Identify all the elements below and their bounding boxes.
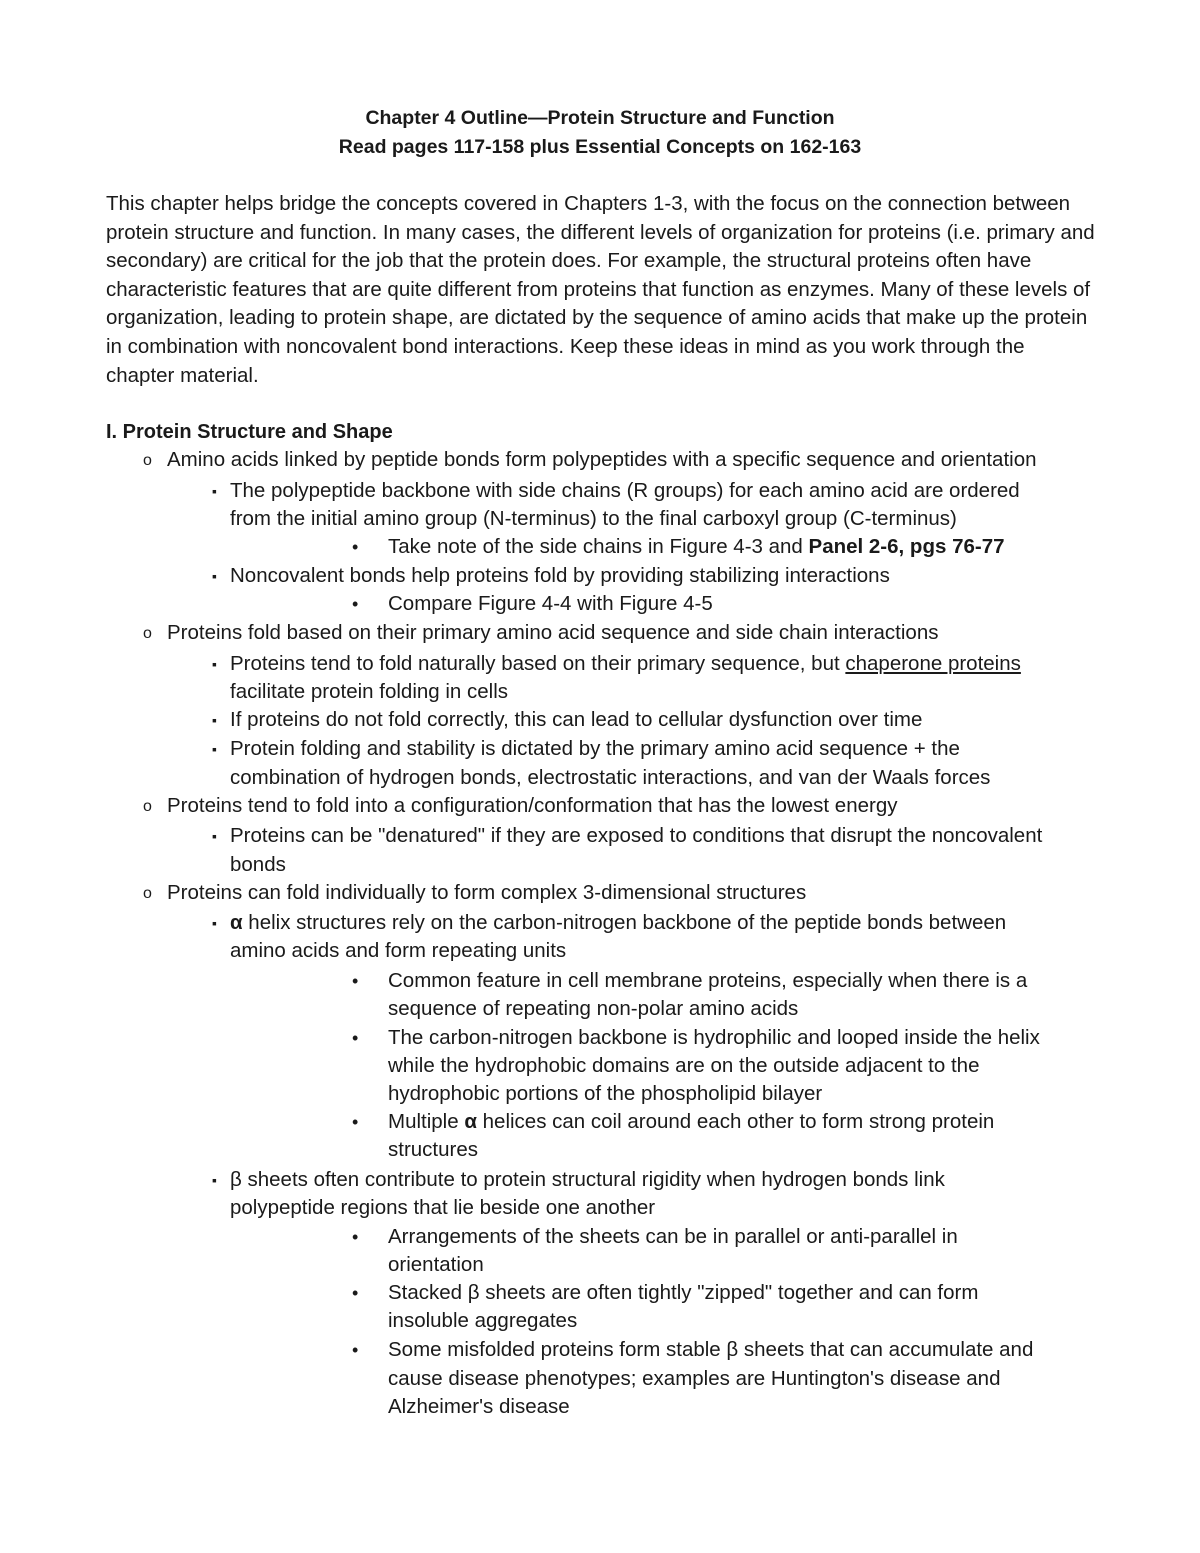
alpha-symbol: α — [464, 1110, 477, 1133]
bullet-marker-level3: • — [352, 594, 359, 614]
bullet-marker-level2: ▪ — [212, 915, 217, 931]
bullet-marker-level2: ▪ — [212, 656, 217, 672]
chapter-title: Chapter 4 Outline—Protein Structure and Function — [365, 107, 835, 129]
bullet-marker-level2: ▪ — [212, 483, 217, 499]
outline-item-level2 — [230, 909, 1006, 938]
outline-item-level1: Proteins tend to fold into a configuration/conformation that has the lowest energy — [167, 794, 898, 817]
intro-paragraph — [106, 190, 1096, 390]
bullet-marker-level3: • — [352, 1283, 359, 1303]
outline-item-level3-cont: Alzheimer's disease — [388, 1395, 570, 1418]
outline-item-level2-cont: combination of hydrogen bonds, electrostatic interactions, and van der Waals forces — [230, 766, 991, 789]
bullet-marker-level2: ▪ — [212, 568, 217, 584]
bullet-marker-level2: ▪ — [212, 741, 217, 757]
outline-item-level1: Proteins can fold individually to form complex 3-dimensional structures — [167, 881, 807, 904]
outline-item-level1: Proteins fold based on their primary amino acid sequence and side chain interactions — [167, 621, 939, 644]
item-text: helix structures rely on the carbon-nitrogen backbone of the peptide bonds between — [242, 911, 1007, 934]
item-text: Take note of the side chains in Figure 4-3 and — [388, 535, 809, 558]
item-underlined-term: chaperone proteins — [845, 652, 1021, 675]
outline-item-level2: If proteins do not fold correctly, this can lead to cellular dysfunction over time — [230, 708, 923, 731]
reading-assignment: Read pages 117-158 plus Essential Concepts on 162-163 — [338, 136, 862, 158]
bullet-marker-level1: o — [143, 452, 152, 469]
outline-item-level3: Some misfolded proteins form stable β sheets that can accumulate and — [388, 1338, 1034, 1361]
outline-item-level3: Common feature in cell membrane proteins, especially when there is a — [388, 969, 1028, 992]
intro-text: This chapter helps bridge the concepts covered in Chapters 1-3, with the focus on the connection between protein structure and function. In many cases, the different levels of organization for proteins (i.e. primary and secondary) are critical for the job that the protein does. For example, the structural proteins often have characteristic features that are quite different from proteins that function as enzymes. Many of these levels of organization, leading to protein shape, are dictated by the sequence of amino acids that make up the protein in combination with noncovalent bond interactions. Keep these ideas in mind as you work through the chapter material. — [106, 192, 1095, 387]
outline-item-level3 — [388, 1108, 994, 1137]
outline-item-level2: β sheets often contribute to protein structural rigidity when hydrogen bonds link — [230, 1168, 945, 1191]
bullet-marker-level3: • — [352, 1028, 359, 1048]
outline-item-level3: Stacked β sheets are often tightly "zipped" together and can form — [388, 1281, 979, 1304]
outline-item-level2-cont: amino acids and form repeating units — [230, 939, 567, 962]
bullet-marker-level3: • — [352, 1227, 359, 1247]
outline-item-level2-cont: facilitate protein folding in cells — [230, 680, 509, 703]
item-text: helices can coil around each other to form strong protein — [476, 1110, 995, 1133]
outline-item-level2: The polypeptide backbone with side chains (R groups) for each amino acid are ordered — [230, 479, 1020, 502]
outline-item-level1: Amino acids linked by peptide bonds form polypeptides with a specific sequence and orientation — [167, 448, 1037, 471]
outline-item-level3-cont: sequence of repeating non-polar amino acids — [388, 997, 799, 1020]
bullet-marker-level1: o — [143, 885, 152, 902]
outline-item-level2: Protein folding and stability is dictated by the primary amino acid sequence + the — [230, 737, 960, 760]
outline-item-level2: Proteins can be "denatured" if they are exposed to conditions that disrupt the noncovalent — [230, 824, 1043, 847]
outline-item-level3-cont: hydrophobic portions of the phospholipid bilayer — [388, 1082, 823, 1105]
bullet-marker-level1: o — [143, 625, 152, 642]
bullet-marker-level2: ▪ — [212, 712, 217, 728]
bullet-marker-level1: o — [143, 798, 152, 815]
bullet-marker-level2: ▪ — [212, 828, 217, 844]
alpha-symbol: α — [230, 911, 243, 934]
outline-item-level3-cont: cause disease phenotypes; examples are Huntington's disease and — [388, 1367, 1001, 1390]
outline-item-level3-cont: insoluble aggregates — [388, 1309, 578, 1332]
item-text: Multiple — [388, 1110, 465, 1133]
outline-item-level2-cont: polypeptide regions that lie beside one another — [230, 1196, 656, 1219]
section-heading: I. Protein Structure and Shape — [106, 421, 393, 443]
outline-item-level3: Arrangements of the sheets can be in parallel or anti-parallel in — [388, 1225, 958, 1248]
bullet-marker-level3: • — [352, 1112, 359, 1132]
outline-item-level3 — [388, 533, 1005, 562]
outline-item-level2-cont: from the initial amino group (N-terminus) to the final carboxyl group (C-terminus) — [230, 507, 957, 530]
outline-item-level2 — [230, 650, 1021, 679]
item-bold-reference: Panel 2-6, pgs 76-77 — [808, 535, 1005, 558]
bullet-marker-level3: • — [352, 537, 359, 557]
bullet-marker-level3: • — [352, 1340, 359, 1360]
bullet-marker-level3: • — [352, 971, 359, 991]
outline-item-level3-cont: while the hydrophobic domains are on the outside adjacent to the — [388, 1054, 980, 1077]
outline-item-level3-cont: orientation — [388, 1253, 484, 1276]
outline-item-level2: Noncovalent bonds help proteins fold by providing stabilizing interactions — [230, 564, 890, 587]
outline-item-level2-cont: bonds — [230, 853, 286, 876]
bullet-marker-level2: ▪ — [212, 1172, 217, 1188]
outline-item-level3: Compare Figure 4-4 with Figure 4-5 — [388, 592, 713, 615]
outline-item-level3-cont: structures — [388, 1138, 478, 1161]
outline-item-level3: The carbon-nitrogen backbone is hydrophilic and looped inside the helix — [388, 1026, 1040, 1049]
item-text: Proteins tend to fold naturally based on their primary sequence, but — [230, 652, 846, 675]
